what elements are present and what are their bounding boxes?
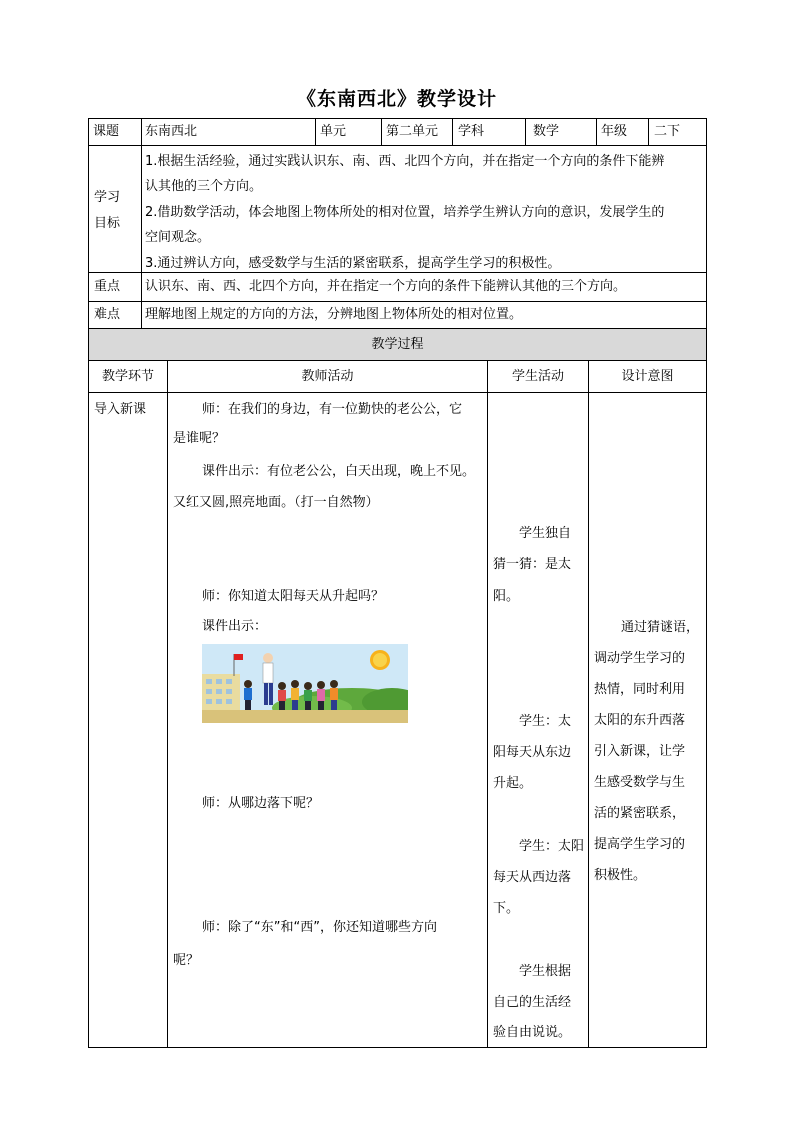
unit-label: 单元 bbox=[320, 124, 347, 139]
col-intent-header: 设计意图 bbox=[621, 369, 674, 384]
teacher-p6-line2: 呢？ bbox=[173, 953, 200, 968]
intent-line-7: 活的紧密联系， bbox=[594, 806, 686, 821]
teacher-p2-line2: 又红又圆,照亮地面。（打一自然物） bbox=[173, 495, 379, 510]
difficulty-label: 难点 bbox=[94, 307, 121, 322]
topic-value: 东南西北 bbox=[145, 124, 198, 139]
key-point-label: 重点 bbox=[94, 279, 121, 294]
grade-label: 年级 bbox=[601, 124, 628, 139]
student-s4-line2: 自己的生活经 bbox=[493, 995, 572, 1010]
student-s3-line3: 下。 bbox=[493, 901, 520, 916]
stage-name: 导入新课 bbox=[94, 402, 147, 417]
subject-label: 学科 bbox=[458, 124, 485, 139]
topic-label: 课题 bbox=[93, 124, 120, 139]
goals-label-line1: 学习 bbox=[94, 190, 121, 205]
teacher-p1-line1: 师：在我们的身边，有一位勤快的老公公，它 bbox=[202, 402, 463, 417]
intent-line-8: 提高学生学习的 bbox=[594, 837, 686, 852]
col-student-header: 学生活动 bbox=[511, 369, 564, 384]
col-stage-header: 教学环节 bbox=[101, 369, 154, 384]
goals-line-5: 3.通过辨认方向，感受数学与生活的紧密联系，提高学生学习的积极性。 bbox=[145, 256, 561, 271]
intent-line-5: 引入新课，让学 bbox=[594, 744, 686, 759]
intent-line-1: 通过猜谜语， bbox=[621, 620, 700, 635]
subject-value: 数学 bbox=[533, 124, 560, 139]
sunrise-classroom-illustration bbox=[202, 644, 408, 723]
grade-value: 二下 bbox=[654, 124, 681, 139]
student-s2-line1: 学生：太 bbox=[519, 714, 572, 729]
teacher-p3: 师：你知道太阳每天从升起吗？ bbox=[202, 589, 385, 604]
student-s3-line1: 学生：太阳 bbox=[519, 839, 585, 854]
student-s1-line3: 阳。 bbox=[493, 589, 520, 604]
student-s4-line3: 验自由说说。 bbox=[493, 1025, 572, 1040]
intent-line-2: 调动学生学习的 bbox=[594, 651, 686, 666]
key-point-text: 认识东、南、西、北四个方向，并在指定一个方向的条件下能辨认其他的三个方向。 bbox=[145, 279, 627, 294]
teacher-p5: 师：从哪边落下呢？ bbox=[202, 796, 320, 811]
intent-line-9: 积极性。 bbox=[594, 868, 647, 883]
teacher-p4: 课件出示： bbox=[202, 619, 268, 634]
goals-line-2: 认其他的三个方向。 bbox=[145, 179, 263, 194]
teacher-p2-line1: 课件出示：有位老公公，白天出现，晚上不见。 bbox=[202, 464, 476, 479]
stage-cell bbox=[88, 392, 168, 1048]
col-teacher-header: 教师活动 bbox=[301, 369, 354, 384]
goals-line-3: 2.借助数学活动，体会地图上物体所处的相对位置，培养学生辨认方向的意识，发展学生的 bbox=[145, 205, 665, 220]
student-s1-line2: 猜一猜：是太 bbox=[493, 557, 572, 572]
student-s3-line2: 每天从西边落 bbox=[493, 870, 572, 885]
goals-line-4: 空间观念。 bbox=[145, 230, 211, 245]
intent-line-3: 热情，同时利用 bbox=[594, 682, 686, 697]
teacher-p6-line1: 师：除了“东”和“西”，你还知道哪些方向 bbox=[202, 920, 437, 935]
intent-line-6: 生感受数学与生 bbox=[594, 775, 686, 790]
difficulty-text: 理解地图上规定的方向的方法，分辨地图上物体所处的相对位置。 bbox=[145, 307, 523, 322]
student-s2-line3: 升起。 bbox=[493, 776, 533, 791]
goals-line-1: 1.根据生活经验，通过实践认识东、南、西、北四个方向，并在指定一个方向的条件下能辨 bbox=[145, 154, 665, 169]
document-title: 《东南西北》教学设计 bbox=[296, 88, 497, 110]
teacher-p1-line2: 是谁呢？ bbox=[173, 431, 226, 446]
intent-line-4: 太阳的东升西落 bbox=[594, 713, 686, 728]
student-s1-line1: 学生独自 bbox=[519, 526, 572, 541]
student-s4-line1: 学生根据 bbox=[519, 964, 572, 979]
student-s2-line2: 阳每天从东边 bbox=[493, 745, 572, 760]
unit-value: 第二单元 bbox=[386, 124, 439, 139]
process-heading: 教学过程 bbox=[371, 337, 424, 352]
goals-label-line2: 目标 bbox=[94, 216, 121, 231]
